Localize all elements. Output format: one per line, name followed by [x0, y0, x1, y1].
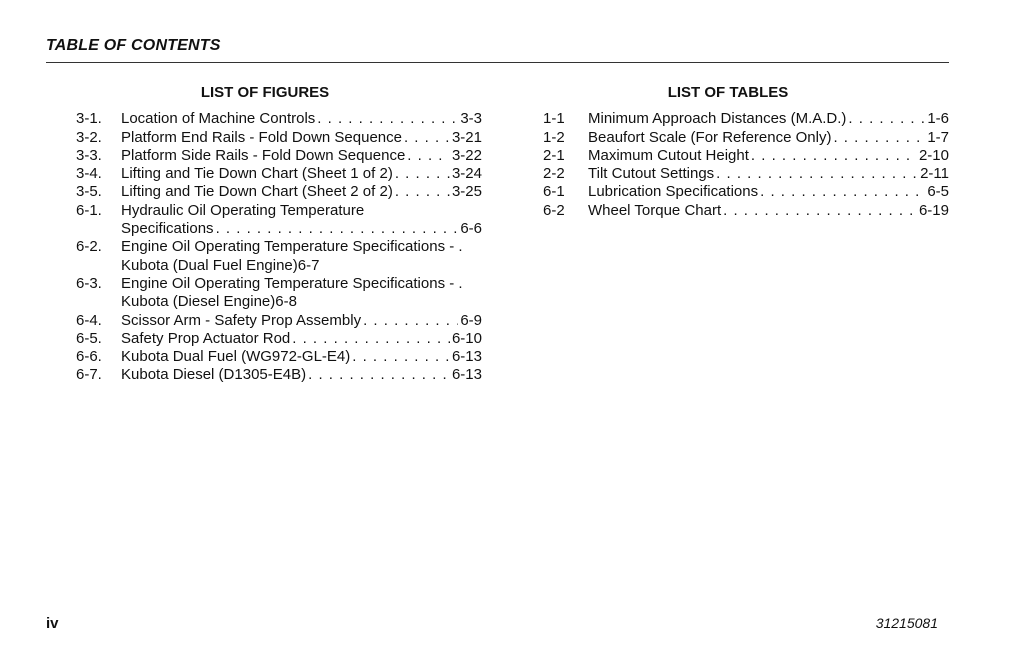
table-number: 6-1 — [543, 183, 565, 201]
figure-title — [121, 183, 482, 201]
table-title — [588, 202, 949, 220]
table-number: 6-2 — [543, 201, 565, 219]
figure-entry[interactable] — [76, 202, 482, 239]
figure-title-line — [121, 293, 482, 311]
figure-title — [121, 330, 482, 348]
table-dot-leader — [833, 129, 925, 147]
table-page-number: 6-19 — [918, 201, 949, 219]
table-number: 1-2 — [543, 128, 565, 146]
table-title — [588, 110, 949, 128]
figure-number: 6-1. — [76, 201, 102, 219]
table-title — [588, 165, 949, 183]
figure-title-text: Lifting and Tie Down Chart (Sheet 1 of 2) — [121, 165, 393, 183]
table-page-number: 6-5 — [927, 183, 949, 201]
figure-title-text: Kubota Diesel (D1305-E4B) — [121, 366, 307, 384]
document-number: 31215081 — [875, 615, 938, 631]
table-title-line — [588, 183, 949, 201]
figure-title-line — [121, 220, 482, 238]
table-title-line — [588, 147, 949, 165]
page-header-title: TABLE OF CONTENTS — [46, 37, 221, 54]
figure-number: 3-3. — [76, 146, 102, 164]
table-dot-leader — [751, 147, 917, 165]
figure-title-line — [121, 330, 482, 348]
figure-number: 6-6. — [76, 348, 102, 366]
figure-title-line — [121, 275, 482, 293]
figure-dot-leader — [216, 220, 459, 238]
table-title — [588, 129, 949, 147]
table-title — [588, 147, 949, 165]
figure-title-text: Platform End Rails - Fold Down Sequence — [121, 128, 402, 146]
figure-title-line — [121, 202, 482, 220]
figure-entry[interactable] — [76, 312, 482, 330]
table-number: 1-1 — [543, 110, 565, 128]
figure-dot-leader — [395, 165, 450, 183]
figure-dot-leader — [395, 183, 450, 201]
figure-title — [121, 110, 482, 128]
figure-title — [121, 165, 482, 183]
figure-page-number: 6-6 — [460, 220, 482, 238]
figure-title-text: Lifting and Tie Down Chart (Sheet 2 of 2) — [121, 183, 393, 201]
table-title-text: Lubrication Specifications — [588, 183, 759, 201]
figure-title-line — [121, 110, 482, 128]
figure-title-line — [121, 238, 482, 256]
list-of-tables — [543, 84, 949, 220]
figure-entry[interactable] — [76, 183, 482, 201]
table-page-number: 1-6 — [927, 110, 949, 128]
table-number: 2-1 — [543, 146, 565, 164]
figure-title-text: Specifications — [121, 220, 214, 238]
table-title-text: Minimum Approach Distances (M.A.D.) — [588, 110, 847, 128]
figure-number: 6-2. — [76, 238, 102, 256]
figure-page-number: 3-21 — [451, 128, 482, 146]
figure-entry[interactable] — [76, 348, 482, 366]
figure-dot-leader — [308, 366, 450, 384]
figure-number: 3-5. — [76, 183, 102, 201]
figure-number: 6-7. — [76, 366, 102, 384]
figure-title-text: Engine Oil Operating Temperature Specifications - . — [121, 238, 463, 256]
tables-list — [543, 110, 949, 220]
figure-entry[interactable] — [76, 147, 482, 165]
figure-title — [121, 312, 482, 330]
figure-title — [121, 129, 482, 147]
figure-title — [121, 366, 482, 384]
figure-title-text: Kubota Dual Fuel (WG972-GL-E4) — [121, 348, 351, 366]
figure-title-line — [121, 257, 482, 275]
figure-number: 3-1. — [76, 110, 102, 128]
table-dot-leader — [716, 165, 918, 183]
page-number: iv — [46, 615, 59, 632]
table-page-number: 2-10 — [918, 146, 949, 164]
figure-page-number: 6-9 — [460, 311, 482, 329]
table-title-text: Wheel Torque Chart — [588, 201, 722, 219]
figure-page-number: 3-22 — [451, 146, 482, 164]
figure-title — [121, 275, 482, 312]
figure-page-number: 3-25 — [451, 183, 482, 201]
figure-page-number: 6-13 — [451, 366, 482, 384]
table-entry[interactable] — [543, 202, 949, 220]
figure-entry[interactable] — [76, 366, 482, 384]
figure-title-text: Kubota (Dual Fuel Engine)6-7 — [121, 256, 320, 274]
table-title-line — [588, 110, 949, 128]
figure-title-line — [121, 129, 482, 147]
list-of-figures — [76, 84, 482, 385]
table-page-number: 1-7 — [927, 128, 949, 146]
figure-entry[interactable] — [76, 275, 482, 312]
table-dot-leader — [723, 202, 917, 220]
figure-number: 6-4. — [76, 311, 102, 329]
figure-page-number: 3-3 — [460, 110, 482, 128]
table-title-line — [588, 129, 949, 147]
table-entry[interactable] — [543, 165, 949, 183]
figure-dot-leader — [404, 129, 450, 147]
figure-title-line — [121, 366, 482, 384]
figures-heading: LIST OF FIGURES — [200, 84, 330, 101]
figure-entry[interactable] — [76, 129, 482, 147]
figure-title-text: Kubota (Diesel Engine)6-8 — [121, 293, 297, 311]
figure-dot-leader — [407, 147, 450, 165]
table-title-text: Tilt Cutout Settings — [588, 165, 715, 183]
figure-title-text: Hydraulic Oil Operating Temperature — [121, 201, 365, 219]
table-title-line — [588, 165, 949, 183]
figure-number: 6-3. — [76, 274, 102, 292]
figure-title-line — [121, 147, 482, 165]
table-entry[interactable] — [543, 110, 949, 128]
figure-dot-leader — [352, 348, 450, 366]
figure-number: 6-5. — [76, 329, 102, 347]
figure-title-line — [121, 312, 482, 330]
figure-entry[interactable] — [76, 238, 482, 275]
figure-entry[interactable] — [76, 110, 482, 128]
figure-title-text: Scissor Arm - Safety Prop Assembly — [121, 311, 362, 329]
figure-title-text: Platform Side Rails - Fold Down Sequence — [121, 146, 406, 164]
figure-page-number: 6-13 — [451, 348, 482, 366]
figure-title — [121, 348, 482, 366]
header-divider — [46, 62, 949, 63]
figure-title — [121, 202, 482, 239]
table-entry[interactable] — [543, 147, 949, 165]
figure-title — [121, 238, 482, 275]
table-dot-leader — [760, 183, 925, 201]
table-entry[interactable] — [543, 129, 949, 147]
figure-page-number: 3-24 — [451, 165, 482, 183]
figure-dot-leader — [363, 312, 458, 330]
table-number: 2-2 — [543, 165, 565, 183]
figure-title — [121, 147, 482, 165]
table-title — [588, 183, 949, 201]
figure-dot-leader — [292, 330, 450, 348]
figure-title-text: Safety Prop Actuator Rod — [121, 329, 291, 347]
table-title-line — [588, 202, 949, 220]
figure-number: 3-2. — [76, 128, 102, 146]
figures-list — [76, 110, 482, 384]
figure-dot-leader — [317, 110, 458, 128]
table-title-text: Beaufort Scale (For Reference Only) — [588, 128, 832, 146]
table-dot-leader — [848, 110, 925, 128]
figure-title-line — [121, 165, 482, 183]
figure-entry[interactable] — [76, 165, 482, 183]
table-page-number: 2-11 — [920, 165, 949, 183]
figure-title-text: Engine Oil Operating Temperature Specifications - . — [121, 274, 463, 292]
figure-title-line — [121, 183, 482, 201]
figure-entry[interactable] — [76, 330, 482, 348]
figure-title-line — [121, 348, 482, 366]
table-entry[interactable] — [543, 183, 949, 201]
figure-title-text: Location of Machine Controls — [121, 110, 316, 128]
figure-page-number: 6-10 — [451, 329, 482, 347]
table-title-text: Maximum Cutout Height — [588, 146, 749, 164]
tables-heading: LIST OF TABLES — [667, 84, 789, 101]
figure-number: 3-4. — [76, 165, 102, 183]
